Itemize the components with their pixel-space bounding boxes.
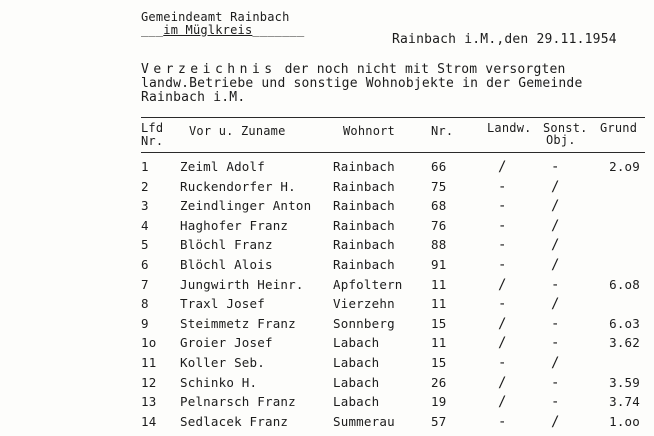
cell-name: Blöchl Franz: [180, 237, 273, 253]
cell-name: Schinko H.: [180, 374, 258, 390]
cell-sonst: /: [551, 237, 560, 254]
cell-name: Zeindlinger Anton: [180, 198, 312, 214]
cell-landw: -: [498, 413, 507, 430]
cell-nr: 11: [431, 296, 447, 312]
cell-sonst: -: [551, 374, 560, 391]
place-date: Rainbach i.M.,den 29.11.1954: [392, 32, 617, 47]
cell-sonst: /: [551, 217, 560, 234]
cell-lfd: 2: [141, 178, 149, 194]
col-header-lfd-nr: Nr.: [141, 134, 164, 148]
cell-grund: 2.o9: [609, 159, 640, 174]
cell-lfd: 7: [141, 276, 149, 292]
cell-name: Jungwirth Heinr.: [180, 276, 304, 292]
cell-lfd: 4: [141, 217, 149, 233]
cell-wohnort: Rainbach: [333, 217, 395, 233]
cell-sonst: /: [551, 296, 560, 313]
cell-grund: 3.62: [609, 335, 640, 351]
table-top-rule: [141, 117, 645, 118]
cell-nr: 91: [431, 257, 447, 272]
cell-landw: -: [498, 198, 507, 215]
cell-lfd: 3: [141, 198, 149, 214]
col-header-landw: Landw.: [487, 121, 532, 135]
col-header-nr: Nr.: [431, 124, 454, 138]
cell-name: Blöchl Alois: [180, 257, 273, 272]
cell-wohnort: Rainbach: [333, 198, 395, 214]
cell-landw: /: [498, 276, 507, 293]
cell-wohnort: Summerau: [333, 413, 395, 429]
cell-grund: 6.o3: [609, 315, 640, 331]
cell-sonst: -: [551, 335, 560, 352]
col-header-lfd: Lfd: [141, 121, 164, 135]
cell-wohnort: Apfoltern: [333, 276, 403, 292]
cell-landw: -: [498, 355, 507, 371]
cell-wohnort: Rainbach: [333, 257, 395, 272]
cell-nr: 75: [431, 178, 447, 194]
cell-name: Koller Seb.: [180, 355, 265, 370]
cell-lfd: 1o: [141, 335, 157, 351]
title-line-2: landw.Betriebe und sonstige Wohnobjekte in der Gemeinde: [141, 76, 583, 91]
cell-nr: 15: [431, 355, 447, 370]
title-word: Verzeichnis: [141, 62, 277, 77]
cell-nr: 19: [431, 394, 447, 410]
cell-name: Haghofer Franz: [180, 217, 289, 233]
district-prefix: ___: [141, 23, 164, 37]
cell-lfd: 8: [141, 296, 149, 312]
cell-lfd: 11: [141, 355, 157, 370]
cell-lfd: 9: [141, 315, 149, 331]
cell-nr: 11: [431, 335, 447, 351]
cell-wohnort: Labach: [333, 394, 380, 410]
cell-sonst: -: [551, 315, 560, 332]
cell-sonst: -: [551, 276, 560, 293]
cell-nr: 57: [431, 413, 447, 429]
cell-lfd: 6: [141, 257, 149, 272]
cell-nr: 88: [431, 237, 447, 253]
cell-sonst: /: [551, 198, 560, 215]
cell-name: Groier Josef: [180, 335, 273, 351]
col-header-sonst: Sonst.: [543, 121, 588, 135]
cell-nr: 66: [431, 159, 447, 174]
cell-name: Zeiml Adolf: [180, 159, 265, 174]
cell-name: Ruckendorfer H.: [180, 178, 296, 194]
district-line: [141, 23, 304, 37]
district-name: im Müglkreis: [163, 23, 253, 37]
cell-sonst: /: [551, 257, 560, 273]
cell-lfd: 1: [141, 159, 149, 174]
cell-lfd: 14: [141, 413, 157, 429]
cell-landw: /: [498, 159, 507, 175]
cell-sonst: -: [551, 159, 560, 175]
cell-name: Pelnarsch Franz: [180, 394, 296, 410]
cell-sonst: /: [551, 355, 560, 371]
cell-landw: -: [498, 178, 507, 195]
table-header-rule: [141, 152, 645, 153]
cell-nr: 26: [431, 374, 447, 390]
cell-sonst: /: [551, 178, 560, 195]
cell-grund: 6.o8: [609, 276, 640, 292]
cell-grund: 1.oo: [609, 413, 640, 429]
cell-wohnort: Rainbach: [333, 178, 395, 194]
cell-nr: 68: [431, 198, 447, 214]
cell-name: Sedlacek Franz: [180, 413, 289, 429]
cell-sonst: -: [551, 394, 560, 411]
cell-nr: 76: [431, 217, 447, 233]
cell-landw: -: [498, 296, 507, 313]
cell-landw: /: [498, 335, 507, 352]
cell-wohnort: Labach: [333, 355, 380, 370]
title-line-1: [141, 63, 566, 77]
cell-lfd: 12: [141, 374, 157, 390]
cell-nr: 15: [431, 315, 447, 331]
cell-sonst: /: [551, 413, 560, 430]
cell-landw: -: [498, 237, 507, 254]
cell-wohnort: Vierzehn: [333, 296, 395, 312]
cell-landw: /: [498, 315, 507, 332]
cell-landw: -: [498, 217, 507, 234]
cell-wohnort: Sonnberg: [333, 315, 395, 331]
cell-grund: 3.59: [609, 374, 640, 390]
cell-wohnort: Rainbach: [333, 237, 395, 253]
office-name: Gemeindeamt Rainbach: [141, 10, 290, 24]
cell-grund: 3.74: [609, 394, 640, 410]
cell-landw: -: [498, 257, 507, 273]
cell-name: Traxl Josef: [180, 296, 265, 312]
col-header-name: Vor u. Zuname: [189, 124, 286, 138]
cell-wohnort: Rainbach: [333, 159, 395, 174]
col-header-sonst-obj: Obj.: [546, 133, 576, 147]
col-header-wohnort: Wohnort: [343, 124, 395, 138]
cell-lfd: 5: [141, 237, 149, 253]
cell-nr: 11: [431, 276, 447, 292]
cell-lfd: 13: [141, 394, 157, 410]
cell-landw: /: [498, 394, 507, 411]
cell-wohnort: Labach: [333, 374, 380, 390]
district-suffix: _______: [252, 23, 305, 37]
col-header-grund: Grund: [600, 121, 638, 135]
cell-landw: /: [498, 374, 507, 391]
title-rest: der noch nicht mit Strom versorgten: [284, 62, 566, 77]
title-line-3: Rainbach i.M.: [141, 90, 246, 105]
cell-name: Steimmetz Franz: [180, 315, 296, 331]
cell-wohnort: Labach: [333, 335, 380, 351]
